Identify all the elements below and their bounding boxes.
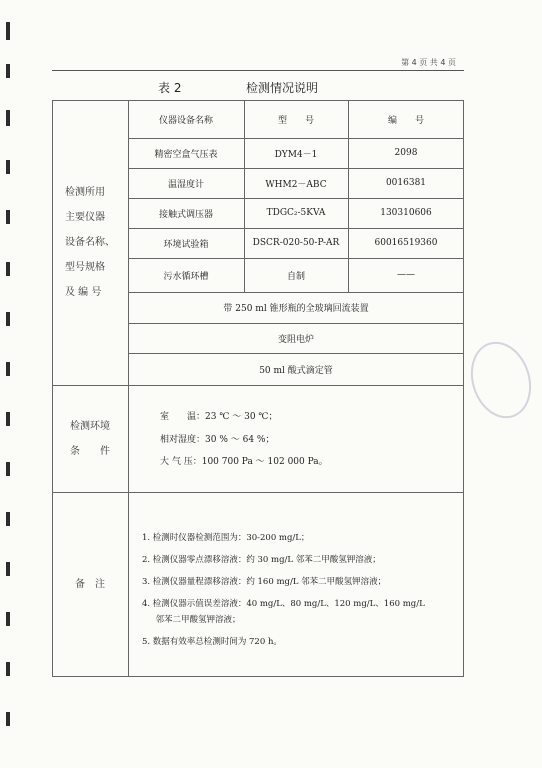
binding-mark bbox=[6, 362, 10, 376]
env-line: 相对湿度：30 % ～ 64 %； bbox=[160, 435, 275, 445]
instrument-serial: 0016381 bbox=[385, 178, 427, 188]
instrument-name: 环境试验箱 bbox=[163, 239, 209, 250]
binding-mark bbox=[6, 662, 10, 676]
instrument-serial: 2098 bbox=[394, 148, 418, 158]
environment-label: 检测环境 条 件 bbox=[70, 420, 110, 457]
instrument-full-row: 50 ml 酸式滴定管 bbox=[259, 365, 333, 376]
instruments-label: 检测所用 主要仪器 设备名称、 型号规格 及 编 号 bbox=[65, 187, 115, 298]
binding-mark bbox=[6, 562, 10, 576]
binding-mark bbox=[6, 160, 10, 174]
col-header-model: 型 号 bbox=[277, 115, 314, 126]
binding-mark bbox=[6, 512, 10, 526]
remark-line: 1. 检测时仪器检测范围为：30-200 mg/L； bbox=[142, 533, 310, 543]
binding-mark bbox=[6, 462, 10, 476]
binding-mark bbox=[6, 412, 10, 426]
remarks-label: 备 注 bbox=[75, 579, 105, 590]
page-indicator: 第 4 页 共 4 页 bbox=[401, 58, 456, 67]
binding-mark bbox=[6, 64, 10, 78]
binding-mark bbox=[6, 312, 10, 326]
col-header-serial: 编 号 bbox=[387, 115, 424, 126]
binding-mark bbox=[6, 262, 10, 276]
instrument-model: DYM4－1 bbox=[274, 149, 318, 160]
table-number: 表 2 bbox=[158, 81, 182, 95]
instrument-name: 精密空盒气压表 bbox=[154, 149, 218, 160]
remark-line: 4. 检测仪器示值误差溶液：40 mg/L、80 mg/L、120 mg/L、160 mg/L bbox=[142, 599, 425, 609]
col-header-name: 仪器设备名称 bbox=[158, 115, 213, 126]
remark-line: 邻苯二甲酸氢钾溶液； bbox=[142, 615, 241, 625]
instrument-full-row: 带 250 ml 锥形瓶的全玻璃回流装置 bbox=[223, 304, 369, 314]
instrument-name: 温湿度计 bbox=[167, 179, 204, 190]
instrument-model: DSCR-020-50-P-AR bbox=[252, 238, 340, 248]
seal-stamp bbox=[461, 334, 540, 426]
binding-mark bbox=[6, 22, 10, 40]
instrument-serial: —— bbox=[397, 270, 415, 280]
binding-mark bbox=[6, 210, 10, 224]
remark-line: 3. 检测仪器量程漂移溶液：约 160 mg/L 邻苯二甲酸氢钾溶液； bbox=[142, 577, 387, 587]
env-line: 大 气 压：100 700 Pa ～ 102 000 Pa。 bbox=[160, 457, 328, 467]
env-line: 室 温：23 ℃ ～ 30 ℃； bbox=[160, 412, 278, 422]
instrument-model: WHM2－ABC bbox=[265, 179, 327, 190]
binding-mark bbox=[6, 612, 10, 626]
header-rule bbox=[52, 70, 464, 71]
remark-line: 2. 检测仪器零点漂移溶液：约 30 mg/L 邻苯二甲酸氢钾溶液； bbox=[142, 555, 381, 565]
instrument-serial: 60016519360 bbox=[374, 238, 438, 248]
binding-mark bbox=[6, 712, 10, 726]
table-title: 检测情况说明 bbox=[246, 81, 319, 95]
instrument-name: 接触式调压器 bbox=[158, 209, 213, 220]
remark-line: 5. 数据有效率总检测时间为 720 h。 bbox=[142, 637, 282, 647]
instrument-serial: 130310606 bbox=[380, 208, 432, 218]
instrument-name: 污水循环槽 bbox=[163, 271, 209, 282]
binding-mark bbox=[6, 110, 10, 126]
instrument-model: TDGC₂-5KVA bbox=[266, 208, 326, 218]
instrument-model: 自制 bbox=[286, 271, 305, 282]
instrument-full-row: 变阻电炉 bbox=[277, 334, 314, 345]
